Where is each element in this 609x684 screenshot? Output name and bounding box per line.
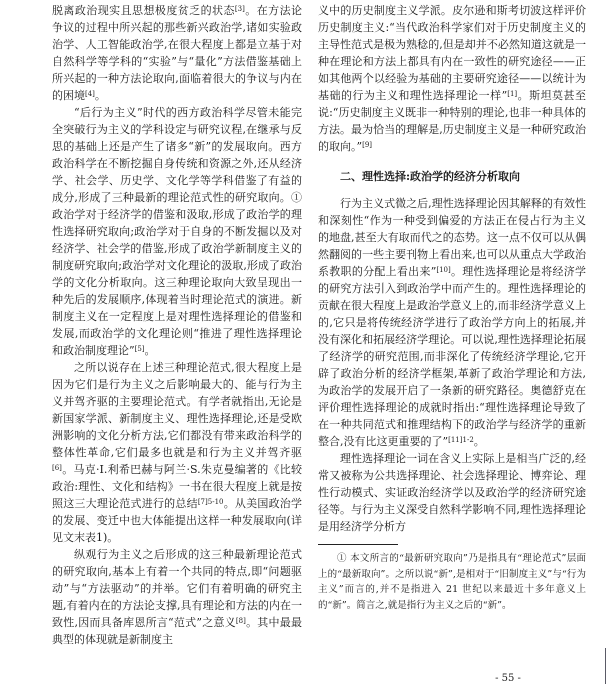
footnote-text: ① 本文所言的“最新研究取向”乃是指具有“理论范式”层面上的“最新取向”。之所以说“新”,是相对于“旧制度主义”与“行为主义”而言的,并不是指进入 21 世纪以来最近十多年意义上的“新”。简言之,就是指行为主义之后的“新”。 bbox=[318, 553, 586, 611]
paragraph: 纵观行为主义之后形成的这三种最新理论范式的研究取向,基本上有着一个共同的特点,即“问题驱动”与“方法驱动”的并举。它们有着明确的研究主题,有着内在的方法论支撑,具有理论和方法的内在一致性,因而具备库恩所言“范式”之意义[8]。其中最最典型的体现就是新制度主 bbox=[52, 548, 302, 646]
paragraph: 理性选择理论一词在含义上实际上是相当广泛的,经常又被称为公共选择理论、社会选择理论、博弈论、理性行动模式、实证政治经济学以及政治学的经济研究途径等。与行为主义深受自然科学影响不同,理性选择理论是用经济学分析方 bbox=[318, 452, 586, 533]
footnote-separator bbox=[318, 544, 398, 545]
page-number: - 55 - bbox=[495, 673, 521, 684]
paragraph: “后行为主义”时代的西方政治科学尽管未能完全突破行为主义的学科设定与研究议程,在继承与反思的基础上还是产生了诸多“新”的发展取向。西方政治科学在不断挖掘自身传统和资源之外,还从经济学、社会学、历史学、文化学等学科借鉴了有益的成分,形成了三种最新的理论范式性的研究取向。① 政治学对于经济学的借鉴和汲取,形成了政治学的理性选择研究取向;政治学对于自身的不断发掘以及对经济学、社会学的借鉴,形成了政治学新制度主义的制度研究取向;政治学对文化理论的汲取,形成了政治学的文化分析取向。这三种理论取向大致呈现出一种先后的发展顺序,体现着当时理论范式的演进。新制度主义在一定程度上是对理性选择理论的借鉴和发展,而政治学的文化理论则“推进了理性选择理论和政治制度理论”[5]。 bbox=[52, 106, 302, 357]
right-column bbox=[318, 2, 586, 684]
paragraph: 行为主义式微之后,理性选择理论因其解释的有效性和深刻性“作为一种受到偏爱的方法正在侵占行为主义的地盘,甚至大有取而代之的态势。这一点不仅可以从偶然翻阅的一些主要刊物上看出来,也可以从重点大学政治系教职的分配上看出来”[10]。理性选择理论是将经济学的研究方法引入到政治学中而产生的。理性选择理论的贡献在很大程度上是政治学意义上的,而非经济学意义上的,它只是将传统经济学进行了政治学方向上的拓展,并没有深化和拓展经济学理论。可以说,理性选择理论拓展了经济学的研究范围,而非深化了传统经济学理论,它开辟了政治分析的经济学框架,革新了政治学理论和方法,为政治学的发展开启了一条新的研究路径。奥德舒克在评价理性选择理论的成就时指出:“理性选择理论导致了在一种共同范式和推理结构下的政治学与经济学的重新整合,没有比这更重要的了”$^{[11]1-2}$。 bbox=[318, 197, 586, 448]
scan-edge-line bbox=[605, 648, 606, 684]
paragraph: 之所以说存在上述三种理论范式,很大程度上是因为它们是行为主义之后影响最大的、能与行为主义并驾齐驱的主要理论范式。有学者就指出,无论是新国家学派、新制度主义、理性选择理论,还是受欧洲影响的文化分析方法,它们都没有带来政治科学的整体性革命,它们最多也就是和行为主义并驾齐驱[6]。马克·I.利希巴赫与阿兰·S.朱克曼编著的《比较政治:理性、文化和结构》一书在很大程度上就是按照这三大理论范式进行的总结$^{[7]5-10}$。从美国政治学的发展、变迁中也大体能提出这样一种发展取向(详见文末表1)。 bbox=[52, 361, 302, 544]
paragraph-continuation: 脱离政治现实且思想极度贫乏的状态[3]。在方法论争议的过程中所兴起的那些新兴政治学,诸如实验政治学、人工智能政治学,在很大程度上都是立基于对自然科学等学科的“实验”与“量化”方法借鉴基础上所兴起的一种方法论取向,面临着很大的争议与内在的困境[4]。 bbox=[52, 4, 302, 102]
paragraph-continuation: 义中的历史制度主义学派。皮尔逊和斯考切波这样评价历史制度主义:“当代政治科学家们对于历史制度主义的主导性范式是极为熟稔的,但是却并不必然知道这就是一种在理论和方法上都具有内在一致性的研究途径——正如其他两个以经验为基础的主要研究途径——以统计为基础的行为主义和理性选择理论一样”[1]。斯坦莫甚至说:“历史制度主义既非一种特别的理论,也非一种具体的方法。最为恰当的理解是,历史制度主义是一种研究政治的取向。”[9] bbox=[318, 4, 586, 153]
left-column bbox=[52, 2, 302, 684]
section-heading: 二、理性选择:政治学的经济分析取向 bbox=[340, 170, 521, 183]
